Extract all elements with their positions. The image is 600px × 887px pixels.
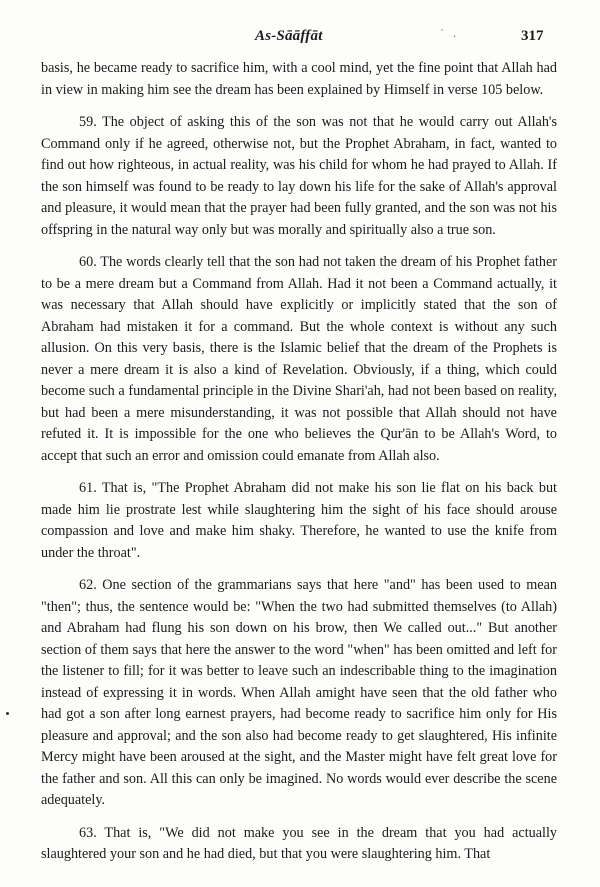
note-59: 59. The object of asking this of the son was not that he would carry out Allah's Command only if he agreed, otherwise not, but the Prophet Abraham, in fact, wanted to find out how righteous, in actual reality, was his child for whom he had prayed to Allah. If the son himself was found to be ready to lay down his life for the sake of Allah's approval and pleasure, it would mean that the prayer had been fully granted, and the son was not his offspring in the natural way only but was morally and spiritually also a true son. [41, 114, 557, 238]
page-number: 317 [521, 28, 544, 44]
margin-speck [6, 712, 9, 715]
running-title: As-Sāāffāt [255, 28, 323, 44]
note-60: 60. The words clearly tell that the son had not taken the dream of his Prophet father to be a mere dream but a Command from Allah. Had it not been a Command actually, it was necessary that Allah should have explicitly or implicitly stated that the son of Abraham had mistaken it for a command. But the whole context is without any such allusion. On this very basis, there is the Islamic belief that the dream of the Prophets is never a mere dream it is also a kind of Revelation. Obviously, if a thing, which could become such a fundamental principle in the Divine Shari'ah, had not been based on reality, but had been a mere misunderstanding, it was not possible that Allah should not have refuted it. It is impossible for the one who believes the Qur'ān to be Allah's Word, to accept that such an error and omission could emanate from Allah also. [41, 254, 557, 464]
ink-speck: ˙ . [440, 26, 456, 40]
paragraph-continued: basis, he became ready to sacrifice him, with a cool mind, yet the fine point that Allah had in view in making him see the dream has been explained by Himself in verse 105 below. [41, 60, 557, 98]
body-text [41, 58, 557, 866]
note-62: 62. One section of the grammarians says that here "and" has been used to mean "then"; thus, the sentence would be: "When the two had submitted themselves (to Allah) and Abraham had flung his son down on his brow, then We called out..." But another section of them says that here the answer to the word "when" has been omitted and left for the listener to fill; for it was better to leave such an indescribable thing to the imagination instead of expressing it in words. When Allah amight have seen that the old father who had got a son after long earnest prayers, had become ready to sacrifice him only for His pleasure and approval; and the son also had become ready to get slaughtered, His infinite Mercy might have been aroused at the sight, and the Master might have felt great love for the father and son. All this can only be imagined. No words would ever describe the scene adequately. [41, 577, 557, 808]
note-61: 61. That is, "The Prophet Abraham did not make his son lie flat on his back but made him lie prostrate lest while slaughtering him the sight of his face should arouse compassion and love and make him shaky. Therefore, he wanted to use the knife from under the throat". [41, 480, 557, 561]
note-63: 63. That is, "We did not make you see in the dream that you had actually slaughtered your son and he had died, but that you were slaughtering him. That [41, 824, 557, 862]
running-header [0, 22, 600, 50]
